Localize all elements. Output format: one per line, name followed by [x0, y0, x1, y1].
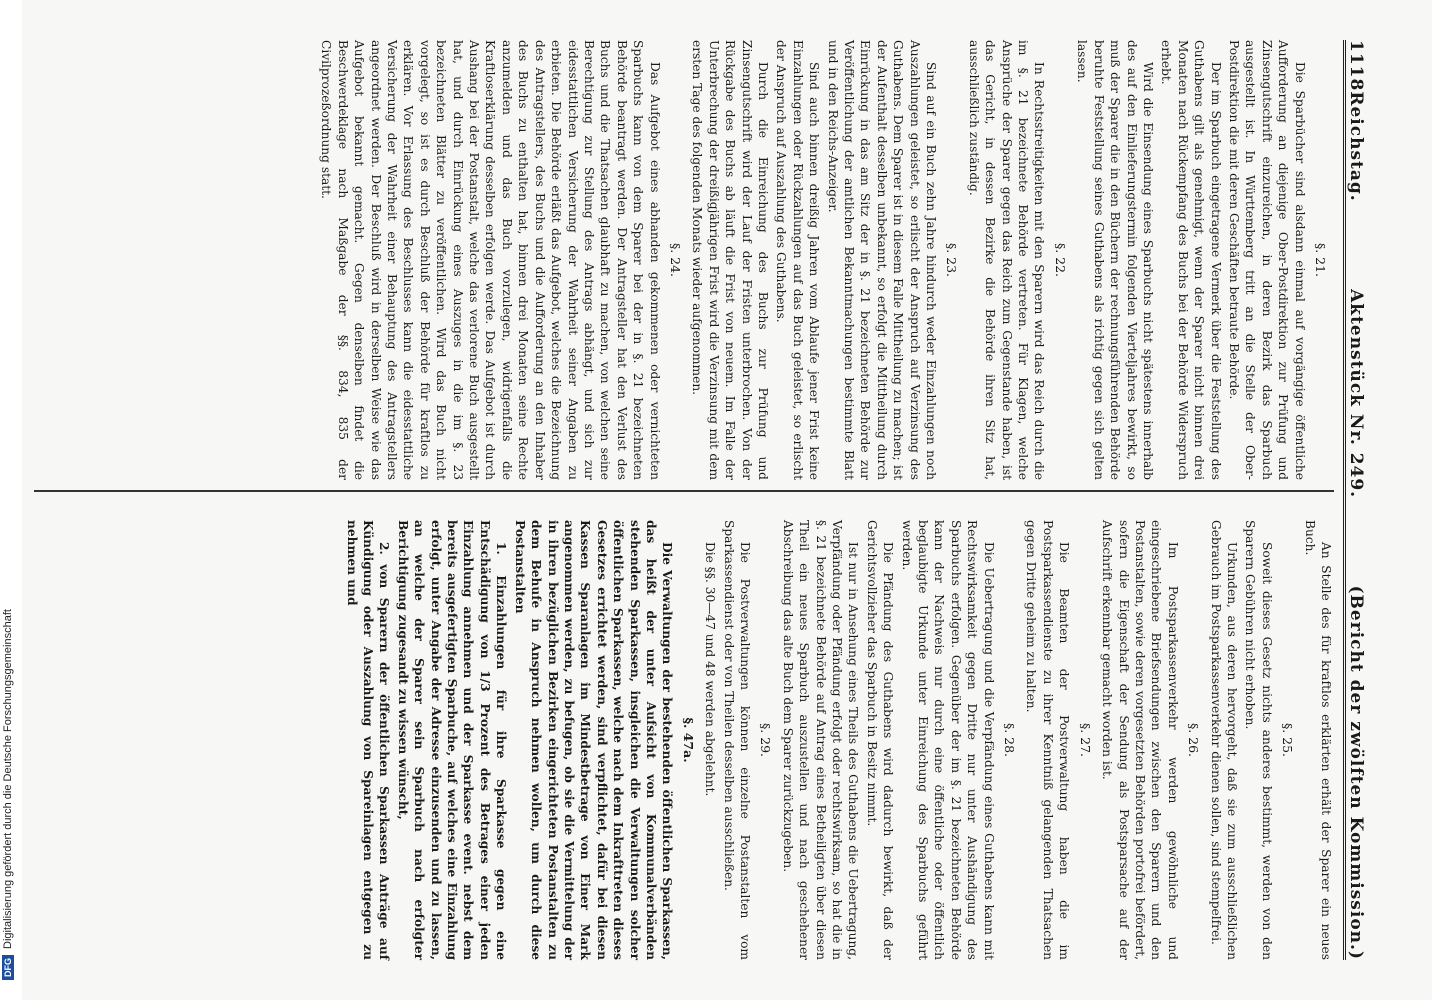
header-center: Aktenstück Nr. 249.: [1346, 289, 1366, 499]
paragraph: Sind auf ein Buch zehn Jahre hindurch weder Einzahlungen noch Auszahlungen geleistet, so erlischt der Anspruch auf Verzinsung des Guthabens. Dem Sparer ist in diesem Falle Mittheilung zu machen; ist der Aufenthalt desselben unbekannt, so erfolgt die Mittheilung durch Einrückung in das am Sitz der in §. 21 bezeichneten Behörde zur Veröffentlichung der amtlichen Bekanntmachungen bestimmte Blatt und in den Reichs-Anzeiger.: [825, 40, 939, 480]
paragraph: Der im Sparbuch eingetragene Vermerk über die Feststellung des Guthabens gilt als genehmigt, wenn der Sparer nicht binnen drei Monaten nach Rückempfang des Buchs bei der Behörde Widerspruch erhebt.: [1159, 40, 1223, 480]
section-heading: §. 23.: [944, 242, 960, 278]
right-column: [341, 520, 1334, 960]
section-heading: §. 21.: [1313, 242, 1328, 278]
paragraph: Die Verwaltungen der bestehenden öffentlichen Sparkassen, das heißt der unter Aufsicht von Kommunalverbänden stehenden Sparkassen, insgleichen die Verwaltungen solcher öffentlichen Sparkassen, welche nach dem Inkrafttreten dieses Gesetzes errichtet werden, sind verpflichtet, dafür bei diesen Kassen Sparanlagen im Mindestbetrage von Einer Mark angenommen werden, zu befugen, ob sie die Vermittelung der in ihren bezüglichen Bezirken eingerichteten Postanstalten zu dem Behufe in Anspruch nehmen wollen, um durch diese Postanstalten: [512, 520, 675, 960]
paragraph: Urkunden, aus deren hervorgeht, daß sie zum ausschließlichen Gebrauch im Postsparkassenverkehr dienen sollen, sind stempelfrei.: [1208, 520, 1239, 960]
header-left: Reichstag.: [1346, 91, 1366, 202]
paragraph: Im Postsparkassenverkehr werden gewöhnliche und eingeschriebene Briefsendungen zwischen den Sparern und den Postanstalten, sowie deren vorgesetzten Behörden portofrei befördert, sofern die Eigenschaft der Sendung als Postsparsache auf der Aufschrift erkennbar gemacht worden ist.: [1100, 520, 1180, 960]
header-right: (Bericht der zwölften Kommission.): [1346, 585, 1366, 960]
paragraph: Ist nur in Ansehung eines Theils des Guthabens die Uebertragung, Verpfändung oder Pfändung erfolgt oder rechtswirksam, so hat die in §. 21 bezeichnete Behörde auf Antrag eines Betheiligten über diesen Theil ein neues Sparbuch auszustellen und nach geschehener Abschreibung das alte Buch dem Sparer zurückzugeben.: [780, 520, 861, 960]
section-heading: §. 27.: [1077, 722, 1093, 758]
section-heading: §. 22.: [1052, 242, 1068, 278]
column-divider: [34, 490, 1334, 492]
left-column: [316, 40, 1334, 480]
section-heading: §. 26.: [1186, 722, 1202, 758]
dfg-logo: DFG: [2, 955, 14, 980]
paragraph: Die Sparbücher sind alsdann einmal auf vorgängige öffentliche Aufforderung an diejenige Ober-Postdirektion zur Prüfung und Zinsengutschrift einzureichen, in deren Bezirk das Sparbuch ausgestellt ist. In Württemberg tritt an die Stelle der Ober-Postdirektion die mit deren Geschäften betraute Behörde.: [1226, 40, 1307, 480]
paragraph: Die Postverwaltungen können einzelne Postanstalten vom Sparkassendienst oder von Theilen desselben ausschließen.: [721, 520, 752, 960]
page-header: [1343, 40, 1374, 960]
page-number: 1118: [1346, 40, 1366, 92]
paragraph: Sind auch binnen dreißig Jahren vom Ablaufe jener Frist keine Einzahlungen oder Rückzahlungen auf das Buch geleistet, so erlischt der Anspruch auf Auszahlung des Guthabens.: [774, 40, 822, 480]
section-heading: §. 28.: [1002, 722, 1018, 758]
paragraph: Durch die Einreichung des Buchs zur Prüfung und Zinsengutschrift wird der Lauf der Fristen unterbrochen. Von der Rückgabe des Buchs ab läuft die Frist von neuem. Im Falle der Unterbrechung der dreißigjährigen Frist wird die Verzinsung mit dem ersten Tage des folgenden Monats wieder aufgenommen.: [690, 40, 770, 480]
paragraph: Die §§. 30—47 und 48 werden abgelehnt.: [703, 542, 718, 797]
paragraph: 2. von Sparern der öffentlichen Sparkassen Anträge auf Kündigung oder Auszahlung von Spareinlagen entgegen zu nehmen und: [344, 520, 392, 960]
section-heading: §. 29.: [758, 722, 774, 758]
section-heading: §. 24.: [667, 242, 683, 278]
paragraph: Die Pfändung des Guthabens wird dadurch bewirkt, daß der Gerichtsvollzieher das Sparbuch in Besitz nimmt.: [864, 520, 896, 960]
section-heading: §. 25.: [1280, 722, 1296, 758]
paragraph: Das Aufgebot eines abhanden gekommenen oder vernichteten Sparbuchs kann von dem Sparer bei der in §. 21 bezeichneten Behörde beantragt werden. Der Antragsteller hat den Verlust des Buchs und die Thatsachen glaubhaft zu machen, von welchen seine Berechtigung zur Stellung des Antrags abhängt, und sich zur eidesstattlichen Versicherung der Wahrheit seiner Angaben zu erbieten. Die Behörde erläßt das Aufgebot, welches die Bezeichnung des Antragstellers, des Buchs und die Aufforderung an den Inhaber des Buchs zu enthalten hat, binnen drei Monaten seine Rechte anzumelden und das Buch vorzulegen, widrigenfalls die Kraftloserklärung desselben erfolgen werde. Das Aufgebot ist durch Aushang bei der Postanstalt, welche das verlorene Buch ausgestellt hat, und durch Einrückung eines Auszuges in die im §. 23 bezeichneten Blätter zu veröffentlichen. Wird das Buch nicht vorgelegt, so ist es durch Beschluß der Behörde für kraftlos zu erklären. Vor Erlassung des Beschlusses kann die eidesstattliche Versicherung der Wahrheit einer Behauptung des Antragstellers angeordnet werden. Der Beschluß wird in derselben Weise wie das Aufgebot bekannt gemacht. Gegen denselben findet die Beschwerdeklage nach Maßgabe der §§. 834, 835 der Civilprozeßordnung statt.: [319, 40, 662, 480]
paragraph: In Rechtsstreitigkeiten mit den Sparern wird das Reich durch die im §. 21 bezeichnete Behörde vertreten. Für Klagen, welche Ansprüche der Sparer gegen das Reich zum Gegenstande haben, ist das Gericht, in dessen Bezirke die Behörde ihren Sitz hat, ausschließlich zuständig.: [966, 40, 1047, 480]
paragraph: Wird die Einsendung eines Sparbuchs nicht spätestens innerhalb des auf den Einlieferungstermin folgenden Vierteljahres bewirkt, so muß der Sparer die in den Büchern der rechnungsführenden Behörde beruhte Feststellung seines Guthabens als richtig gegen sich gelten lassen.: [1075, 40, 1155, 480]
paragraph: Die Beamten der Postverwaltung haben die im Postsparkassendienste zu ihrer Kenntniß gelangenden Thatsachen gegen Dritte geheim zu halten.: [1024, 520, 1072, 960]
digitization-credit-label: Digitalisierung gefördert durch die Deutsche Forschungsgemeinschaft: [2, 609, 14, 949]
paragraph: Die Uebertragung und die Verpfändung eines Guthabens kann mit Rechtswirksamkeit gegen Dritte nur unter Aushändigung des Sparbuchs erfolgen. Gegenüber der im §. 21 bezeichneten Behörde kann der Nachweis nur durch eine öffentliche oder öffentlich beglaubigte Urkunde unter Einreichung des Sparbuchs geführt werden.: [899, 520, 996, 960]
paragraph: Soweit dieses Gesetz nichts anderes bestimmt, werden von den Sparern Gebühren nicht erhoben.: [1243, 520, 1274, 960]
section-heading: §. 47a.: [680, 717, 696, 763]
paragraph: An Stelle des für kraftlos erklärten erhält der Sparer ein neues Buch.: [1302, 520, 1333, 960]
paragraph: 1. Einzahlungen für ihre Sparkasse gegen eine Entschädigung von 1/3 Prozent des Betrages einer jeden Einzahlung annehmen und der Sparkasse event. nebst dem bereits ausgefertigten Sparbuche, auf welches eine Einzahlung erfolgt, unter Angabe der Adresse einzusenden und zu lassen, an welche der Sparer sein Sparbuch nach erfolgter Berichtigung zugesandt zu wissen wünscht,: [395, 520, 509, 960]
